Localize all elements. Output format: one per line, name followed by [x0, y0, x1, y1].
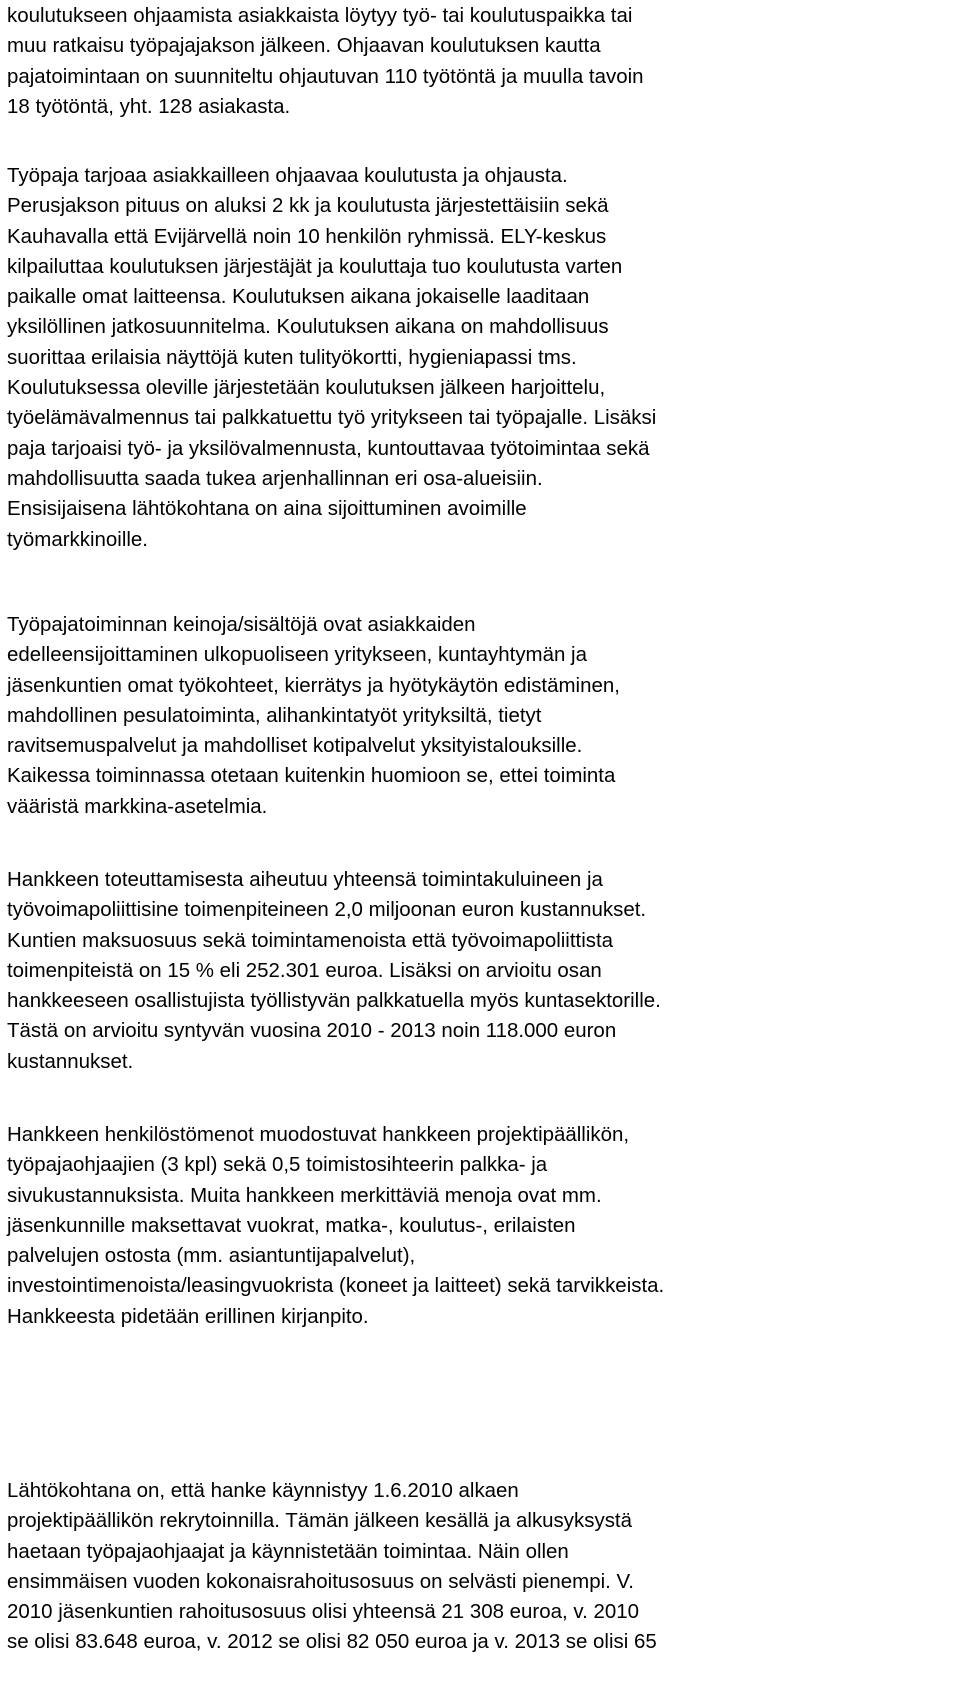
text-line: projektipäällikön rekrytoinnilla. Tämän jälkeen kesällä ja alkusyksystä — [7, 1509, 632, 1533]
paragraph-training-outcomes — [7, 1, 957, 122]
text-line: Ensisijaisena lähtökohtana on aina sijoittuminen avoimille — [7, 497, 527, 521]
text-line: Hankkeen toteuttamisesta aiheutuu yhteensä toimintakuluineen ja — [7, 868, 603, 891]
paragraph-workshop-activities — [7, 610, 957, 822]
text-line: työvoimapoliittisine toimenpiteineen 2,0 miljoonan euron kustannukset. — [7, 898, 647, 922]
paragraph-project-costs — [7, 865, 957, 1077]
text-line: toimenpiteistä on 15 % eli 252.301 euroa. Lisäksi on arvioitu osan — [7, 958, 602, 982]
text-line: edelleensijoittaminen ulkopuoliseen yritykseen, kuntayhtymän ja — [7, 643, 587, 667]
text-line: mahdollisuutta saada tukea arjenhallinnan eri osa-alueisiin. — [7, 466, 543, 490]
text-line: haetaan työpajaohjaajat ja käynnistetään toimintaa. Näin ollen — [7, 1539, 569, 1563]
text-line: 18 työtöntä, yht. 128 asiakasta. — [7, 94, 291, 118]
text-line: kustannukset. — [7, 1049, 134, 1073]
text-line: mahdollinen pesulatoiminta, alihankintatyöt yrityksiltä, tietyt — [7, 703, 542, 727]
text-line: jäsenkunnille maksettavat vuokrat, matka-, koulutus-, erilaisten — [7, 1213, 576, 1237]
text-line: palvelujen ostosta (mm. asiantuntijapalvelut), — [7, 1244, 416, 1268]
text-line: Hankkeesta pidetään erillinen kirjanpito. — [7, 1304, 369, 1328]
text-line: Perusjakson pituus on aluksi 2 kk ja koulutusta järjestettäisiin sekä — [7, 194, 609, 218]
text-line: pajatoimintaan on suunniteltu ohjautuvan 110 työtöntä ja muulla tavoin — [7, 64, 644, 88]
text-line: paja tarjoaisi työ- ja yksilövalmennusta, kuntouttavaa työtoimintaa sekä — [7, 436, 650, 460]
text-line: kilpailuttaa koulutuksen järjestäjät ja kouluttaja tuo koulutusta varten — [7, 254, 623, 278]
text-line: ravitsemuspalvelut ja mahdolliset kotipalvelut yksityistalouksille. — [7, 734, 583, 758]
text-line: Työpajatoiminnan keinoja/sisältöjä ovat asiakkaiden — [7, 613, 476, 636]
paragraph-start-funding — [7, 1476, 957, 1658]
paragraph-personnel-costs — [7, 1120, 957, 1332]
text-line: Hankkeen henkilöstömenot muodostuvat hankkeen projektipäällikön, — [7, 1123, 630, 1146]
paragraph-workshop-training — [7, 161, 957, 555]
text-line: Kauhavalla että Evijärvellä noin 10 henkilön ryhmissä. ELY-keskus — [7, 224, 607, 248]
text-line: Kuntien maksuosuus sekä toimintamenoista että työvoimapoliittista — [7, 928, 614, 952]
text-line: hankkeeseen osallistujista työllistyvän palkkatuella myös kuntasektorille. — [7, 989, 661, 1013]
text-line: ensimmäisen vuoden kokonaisrahoitusosuus on selvästi pienempi. V. — [7, 1569, 634, 1593]
text-line: sivukustannuksista. Muita hankkeen merkittäviä menoja ovat mm. — [7, 1183, 602, 1207]
text-line: Työpaja tarjoaa asiakkailleen ohjaavaa koulutusta ja ohjausta. — [7, 164, 568, 187]
text-line: työelämävalmennus tai palkkatuettu työ yritykseen tai työpajalle. Lisäksi — [7, 406, 657, 430]
text-line: yksilöllinen jatkosuunnitelma. Koulutuksen aikana on mahdollisuus — [7, 315, 609, 339]
text-line: muu ratkaisu työpajajakson jälkeen. Ohjaavan koulutuksen kautta — [7, 34, 601, 58]
text-line: Koulutuksessa oleville järjestetään koulutuksen jälkeen harjoittelu, — [7, 376, 606, 400]
text-line: se olisi 83.648 euroa, v. 2012 se olisi 82 050 euroa ja v. 2013 se olisi 65 — [7, 1630, 657, 1654]
text-line: suorittaa erilaisia näyttöjä kuten tulityökortti, hygieniapassi tms. — [7, 345, 577, 369]
text-line: Tästä on arvioitu syntyvän vuosina 2010 - 2013 noin 118.000 euron — [7, 1019, 617, 1043]
text-line: investointimenoista/leasingvuokrista (koneet ja laitteet) sekä tarvikkeista. — [7, 1274, 665, 1298]
text-line: paikalle omat laitteensa. Koulutuksen aikana jokaiselle laaditaan — [7, 285, 590, 309]
text-line: työmarkkinoille. — [7, 527, 148, 551]
text-line: Lähtökohtana on, että hanke käynnistyy 1.6.2010 alkaen — [7, 1479, 519, 1502]
text-line: 2010 jäsenkuntien rahoitusosuus olisi yhteensä 21 308 euroa, v. 2010 — [7, 1600, 639, 1624]
text-line: työpajaohjaajien (3 kpl) sekä 0,5 toimistosihteerin palkka- ja — [7, 1153, 548, 1177]
text-line: Kaikessa toiminnassa otetaan kuitenkin huomioon se, ettei toiminta — [7, 764, 616, 788]
text-line: vääristä markkina-asetelmia. — [7, 794, 268, 818]
text-line: koulutukseen ohjaamista asiakkaista löytyy työ- tai koulutuspaikka tai — [7, 4, 633, 27]
text-line: jäsenkuntien omat työkohteet, kierrätys ja hyötykäytön edistäminen, — [7, 673, 620, 697]
